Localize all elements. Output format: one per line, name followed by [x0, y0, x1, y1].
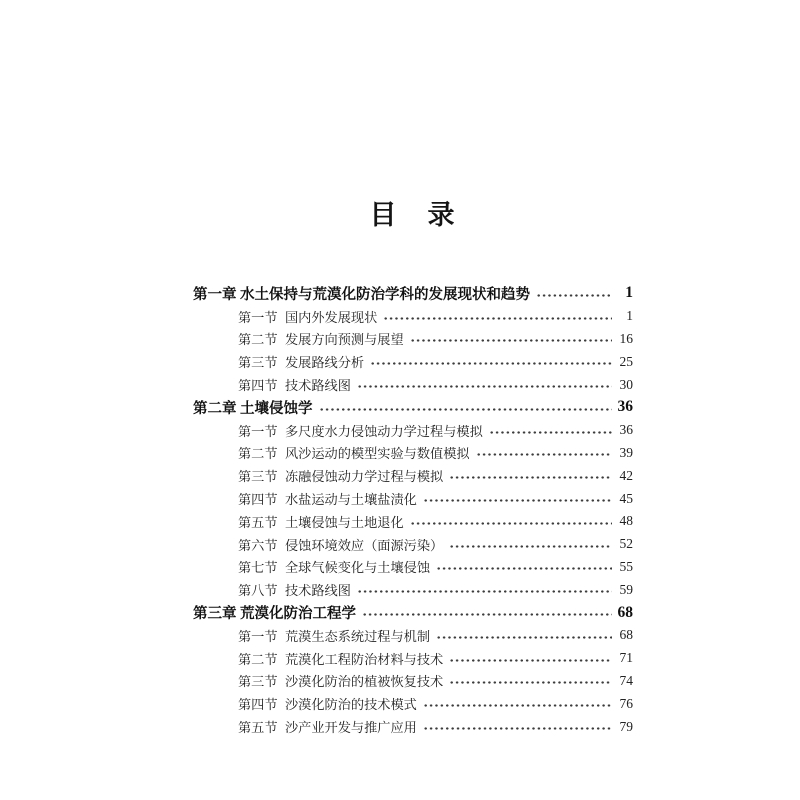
page-number: 59: [619, 581, 633, 597]
toc-section-row: [193, 328, 633, 351]
section-label: 第八节: [238, 583, 278, 599]
dot-leader: [370, 361, 612, 366]
dot-leader: [449, 658, 612, 663]
page-number: 71: [619, 650, 633, 666]
section-title: 水盐运动与土壤盐渍化: [285, 492, 417, 508]
page-number: 48: [619, 513, 633, 529]
chapter-title: 土壤侵蚀学: [240, 400, 313, 417]
section-label: 第四节: [238, 492, 278, 508]
page-title: 目 录: [369, 200, 457, 230]
toc-section-row: [193, 647, 633, 670]
page-number: 45: [619, 490, 633, 506]
section-title: 发展路线分析: [285, 355, 365, 371]
section-title: 风沙运动的模型实验与数值模拟: [285, 446, 470, 462]
section-title: 发展方向预测与展望: [285, 332, 404, 348]
toc-section-row: [193, 624, 633, 647]
dot-leader: [449, 544, 612, 549]
dot-leader: [536, 293, 612, 298]
section-title: 荒漠生态系统过程与机制: [285, 628, 431, 644]
section-title: 侵蚀环境效应（面源污染）: [285, 537, 444, 553]
toc-section-row: [193, 533, 633, 556]
section-label: 第三节: [238, 469, 278, 485]
page-number: 25: [619, 353, 633, 369]
page-number: 76: [619, 695, 633, 711]
toc-section-row: [193, 373, 633, 396]
toc-section-row: [193, 305, 633, 328]
page-number: 74: [619, 672, 633, 688]
page-number: 1: [626, 308, 633, 324]
chapter-label: 第二章: [193, 400, 237, 417]
section-title: 沙漠化防治的技术模式: [285, 697, 417, 713]
dot-leader: [423, 498, 612, 503]
toc-content: [193, 193, 633, 738]
section-label: 第五节: [238, 514, 278, 530]
section-label: 第六节: [238, 537, 278, 553]
page-number: 36: [617, 398, 633, 416]
toc-section-row: [193, 510, 633, 533]
page-number: 36: [619, 422, 633, 438]
toc-section-row: [193, 692, 633, 715]
page-number: 68: [619, 627, 633, 643]
section-label: 第二节: [238, 332, 278, 348]
dot-leader: [436, 635, 612, 640]
section-label: 第四节: [238, 697, 278, 713]
section-label: 第三节: [238, 355, 278, 371]
section-label: 第四节: [238, 378, 278, 394]
section-label: 第二节: [238, 446, 278, 462]
toc-section-row: [193, 464, 633, 487]
toc-section-row: [193, 350, 633, 373]
section-title: 全球气候变化与土壤侵蚀: [285, 560, 431, 576]
toc-section-row: [193, 487, 633, 510]
page-number: 52: [619, 536, 633, 552]
dot-leader: [423, 726, 612, 731]
section-label: 第五节: [238, 720, 278, 736]
page-number: 55: [619, 558, 633, 574]
section-label: 第一节: [238, 628, 278, 644]
section-title: 技术路线图: [285, 583, 351, 599]
dot-leader: [423, 703, 612, 708]
section-title: 沙漠化防治的植被恢复技术: [285, 674, 444, 690]
toc-chapter-row: [193, 601, 633, 624]
toc-chapter-row: [193, 396, 633, 419]
section-title: 沙产业开发与推广应用: [285, 720, 417, 736]
chapter-label: 第三章: [193, 606, 237, 623]
section-title: 多尺度水力侵蚀动力学过程与模拟: [285, 423, 483, 439]
toc-chapter-row: [193, 282, 633, 305]
dot-leader: [357, 589, 612, 594]
toc-section-row: [193, 556, 633, 579]
chapter-label: 第一章: [193, 286, 237, 303]
section-title: 冻融侵蚀动力学过程与模拟: [285, 469, 444, 485]
toc-section-row: [193, 670, 633, 693]
section-label: 第二节: [238, 651, 278, 667]
section-label: 第一节: [238, 309, 278, 325]
dot-leader: [489, 430, 612, 435]
page-number: 68: [617, 603, 633, 621]
dot-leader: [362, 612, 612, 617]
toc-section-row: [193, 419, 633, 442]
dot-leader: [410, 338, 612, 343]
toc-section-row: [193, 715, 633, 738]
toc-section-row: [193, 578, 633, 601]
page-number: 1: [625, 284, 633, 302]
chapter-title: 水土保持与荒漠化防治学科的发展现状和趋势: [240, 286, 530, 303]
page-number: 42: [619, 467, 633, 483]
section-title: 技术路线图: [285, 378, 351, 394]
section-title: 土壤侵蚀与土地退化: [285, 514, 404, 530]
section-title: 荒漠化工程防治材料与技术: [285, 651, 444, 667]
toc-section-row: [193, 442, 633, 465]
page-number: 30: [619, 376, 633, 392]
section-label: 第三节: [238, 674, 278, 690]
dot-leader: [436, 566, 612, 571]
dot-leader: [319, 407, 613, 412]
dot-leader: [449, 475, 612, 480]
dot-leader: [357, 384, 612, 389]
dot-leader: [383, 316, 612, 321]
chapter-title: 荒漠化防治工程学: [240, 606, 356, 623]
page-number: 39: [619, 444, 633, 460]
dot-leader: [449, 680, 612, 685]
dot-leader: [410, 521, 612, 526]
section-title: 国内外发展现状: [285, 309, 378, 325]
toc-list: [193, 282, 633, 738]
section-label: 第一节: [238, 423, 278, 439]
section-label: 第七节: [238, 560, 278, 576]
dot-leader: [476, 452, 612, 457]
page-number: 79: [619, 718, 633, 734]
page-number: 16: [619, 330, 633, 346]
